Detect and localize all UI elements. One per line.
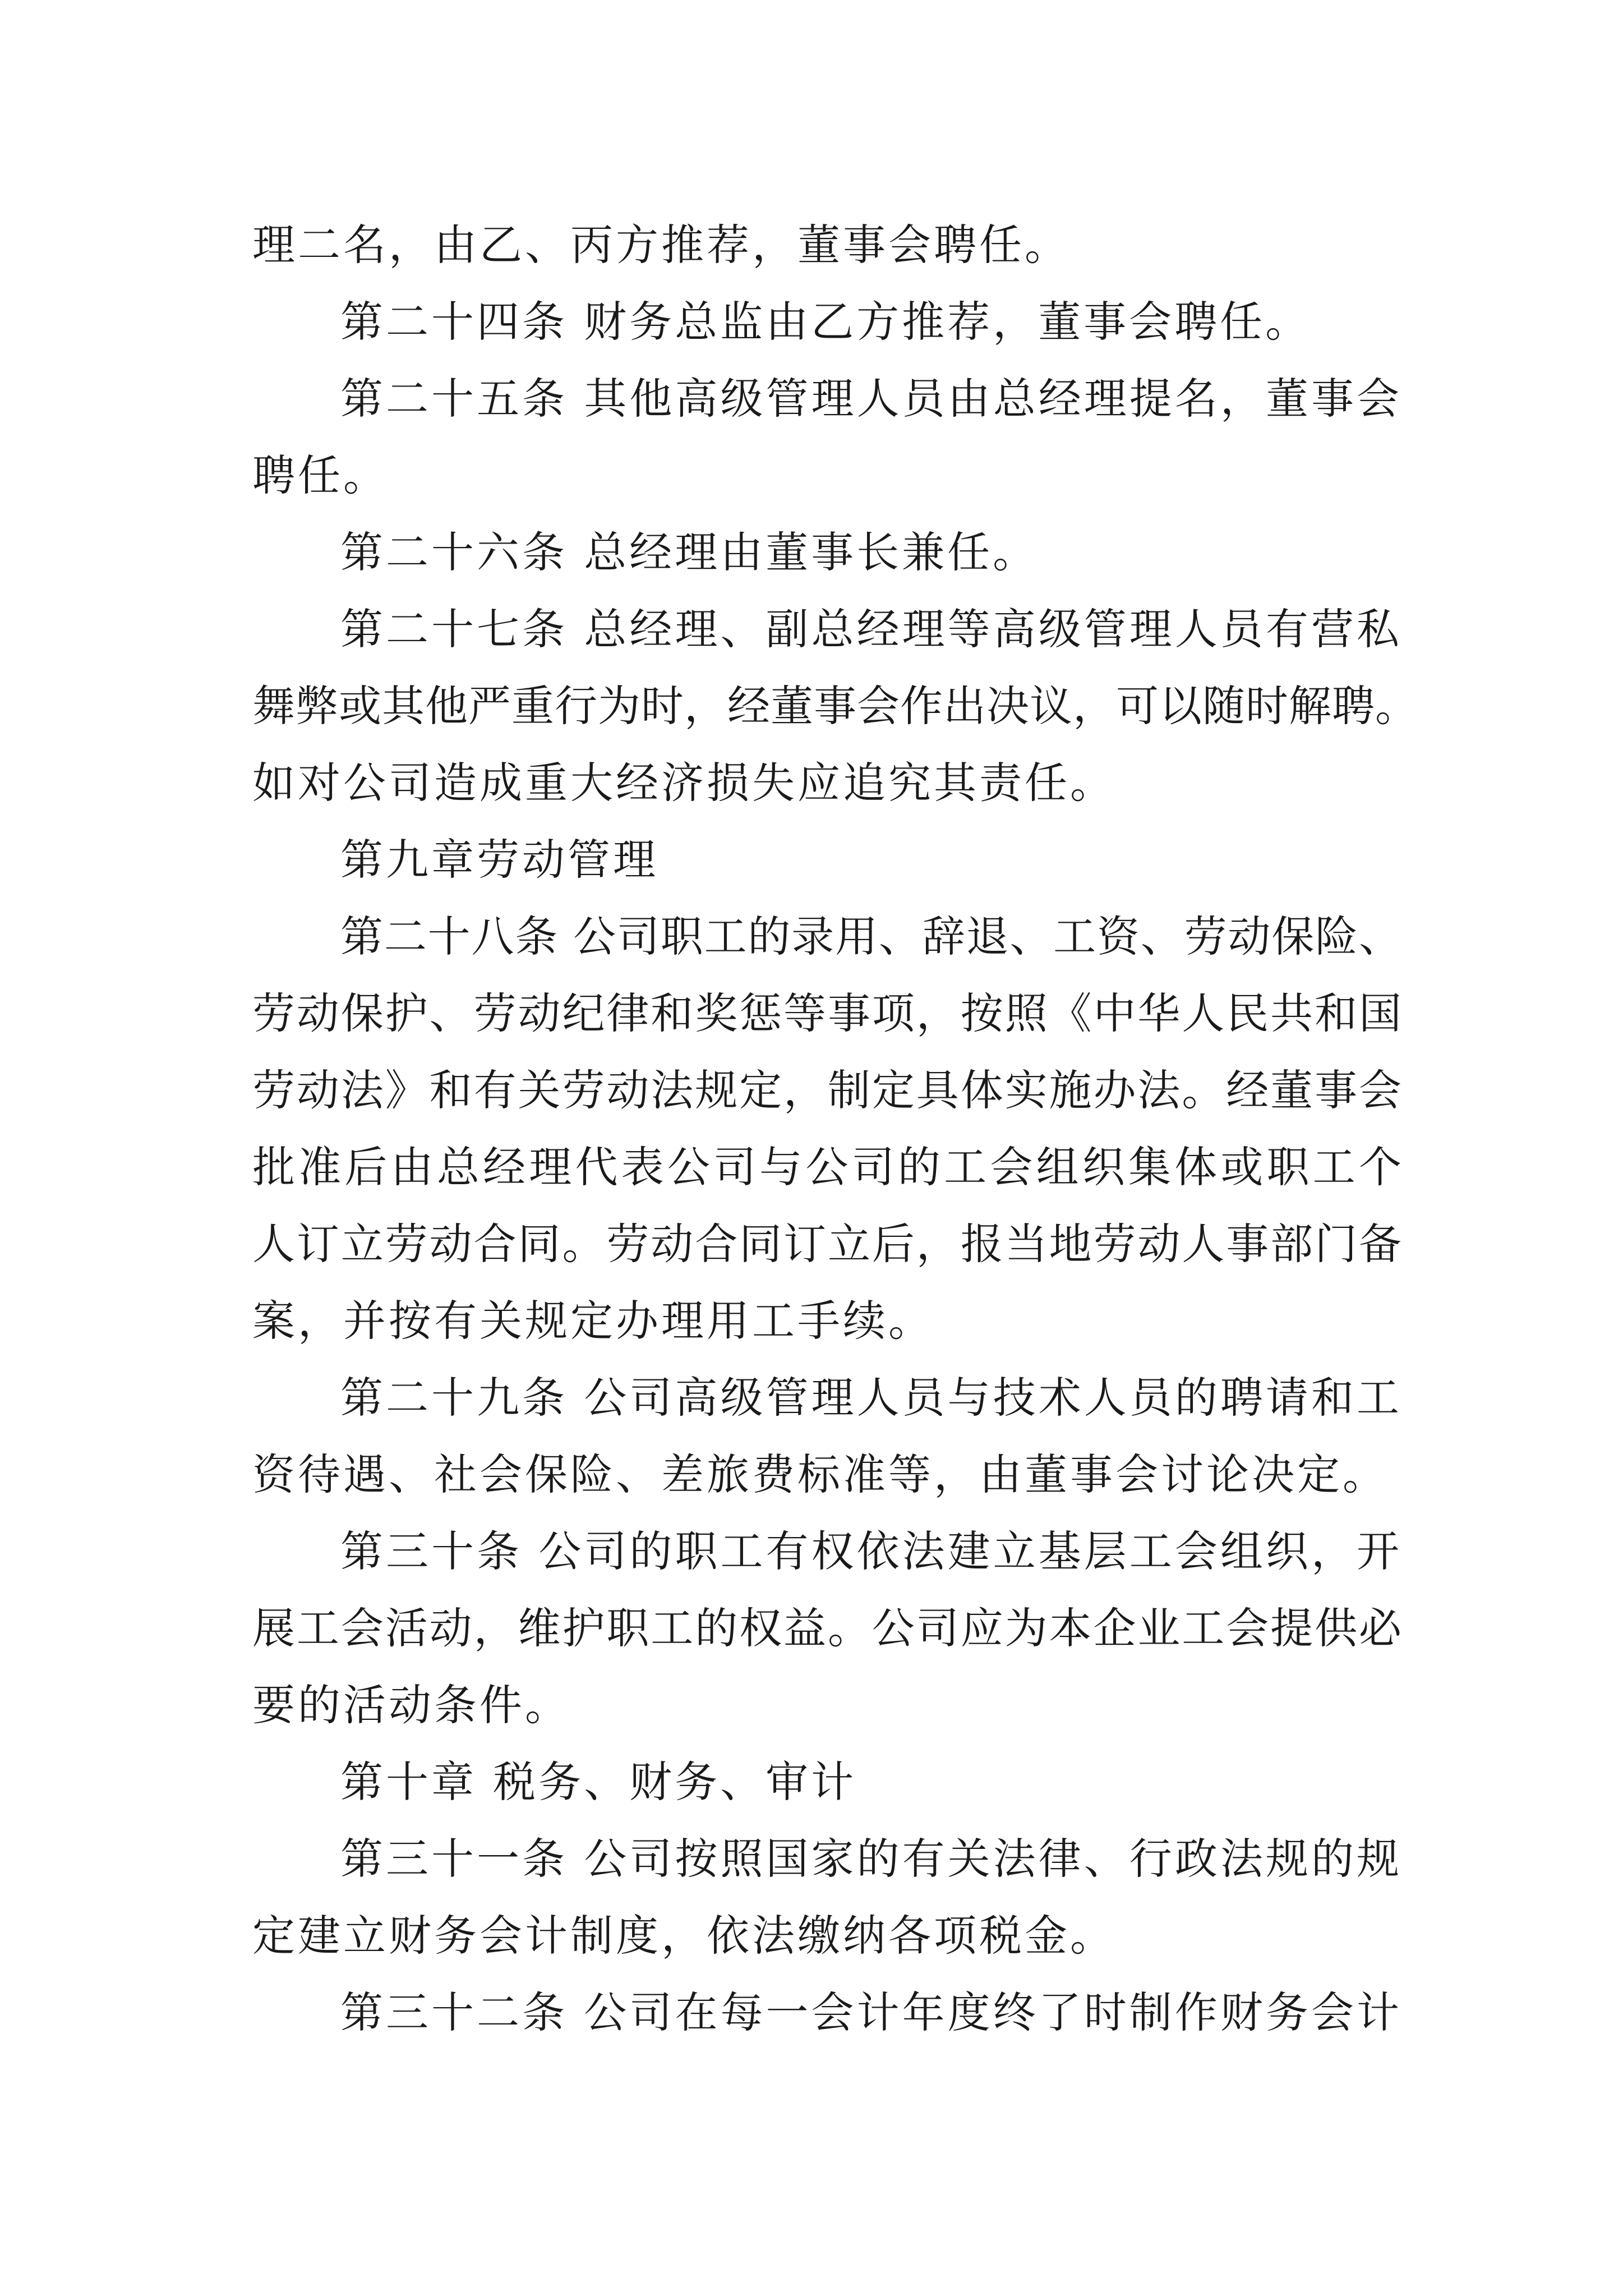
text-line: 人订立劳动合同。劳动合同订立后，报当地劳动人事部门备 [252,1219,1402,1269]
text-line: 聘任。 [252,450,389,500]
text-line: 如对公司造成重大经济损失应追究其责任。 [252,758,1115,808]
text-line: 资待遇、社会保险、差旅费标准等，由董事会讨论决定。 [252,1450,1388,1499]
text-line: 舞弊或其他严重行为时，经董事会作出决议，可以随时解聘。 [252,681,1418,731]
text-line: 理二名，由乙、丙方推荐，董事会聘任。 [252,220,1070,270]
article-32: 第三十二条 公司在每一会计年度终了时制作财务会计 [340,1987,1402,2037]
document-body [252,206,1418,2051]
text-line: 展工会活动，维护职工的权益。公司应为本企业工会提供必 [252,1603,1402,1653]
article-31: 第三十一条 公司按照国家的有关法律、行政法规的规 [340,1834,1402,1884]
chapter-10-heading: 第十章 税务、财务、审计 [340,1757,857,1807]
article-27: 第二十七条 总经理、副总经理等高级管理人员有营私 [340,604,1402,654]
text-line: 批准后由总经理代表公司与公司的工会组织集体或职工个 [252,1142,1402,1192]
article-25: 第二十五条 其他高级管理人员由总经理提名，董事会 [340,374,1402,424]
text-line: 定建立财务会计制度，依法缴纳各项税金。 [252,1911,1115,1961]
article-26: 第二十六条 总经理由董事长兼任。 [340,527,1039,577]
article-24: 第二十四条 财务总监由乙方推荐，董事会聘任。 [340,297,1311,347]
text-line: 要的活动条件。 [252,1680,570,1730]
article-29: 第二十九条 公司高级管理人员与技术人员的聘请和工 [340,1373,1402,1423]
text-line: 劳动法》和有关劳动法规定，制定具体实施办法。经董事会 [252,1065,1402,1115]
article-28: 第二十八条 公司职工的录用、辞退、工资、劳动保险、 [340,912,1402,961]
text-line: 案，并按有关规定办理用工手续。 [252,1296,934,1346]
chapter-9-heading: 第九章劳动管理 [340,835,658,885]
text-line: 劳动保护、劳动纪律和奖惩等事项，按照《中华人民共和国 [252,988,1402,1038]
article-30: 第三十条 公司的职工有权依法建立基层工会组织，开 [340,1526,1402,1576]
